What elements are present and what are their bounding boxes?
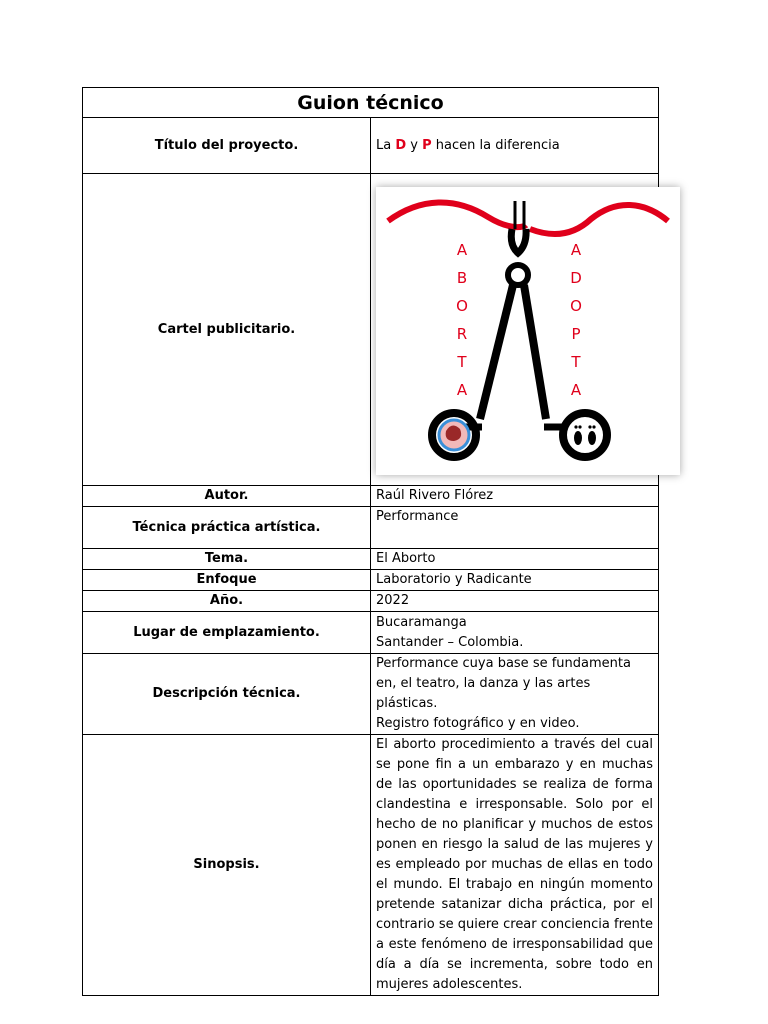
right-footprint-icon <box>588 431 596 445</box>
value-tema: El Aborto <box>371 549 659 570</box>
adopta-letter-5: T <box>571 352 581 371</box>
document-title: Guion técnico <box>83 88 659 118</box>
label-descripcion: Descripción técnica. <box>83 654 371 735</box>
adopta-letter-2: D <box>570 268 582 287</box>
label-lugar: Lugar de emplazamiento. <box>83 612 371 654</box>
forceps-illustration <box>376 187 680 475</box>
row-cartel <box>83 174 659 486</box>
value-descripcion <box>371 654 659 735</box>
label-tema: Tema. <box>83 549 371 570</box>
adopta-letter-6: A <box>570 380 582 399</box>
forceps-left-arm <box>480 285 513 419</box>
project-title-p: P <box>422 137 432 153</box>
project-title <box>371 118 659 174</box>
row-enfoque <box>83 570 659 591</box>
value-enfoque: Laboratorio y Radicante <box>371 570 659 591</box>
label-enfoque: Enfoque <box>83 570 371 591</box>
row-tema <box>83 549 659 570</box>
adopta-letter-1: A <box>570 240 582 259</box>
value-anio: 2022 <box>371 591 659 612</box>
aborta-letter-5: T <box>457 352 467 371</box>
project-title-part3: hacen la diferencia <box>431 137 560 153</box>
right-handle-ring <box>563 413 607 457</box>
forceps-jaw <box>511 229 526 253</box>
row-tecnica <box>83 507 659 549</box>
lugar-line-1: Bucaramanga <box>376 614 467 630</box>
row-anio <box>83 591 659 612</box>
label-anio: Año. <box>83 591 371 612</box>
label-autor: Autor. <box>83 486 371 507</box>
aborta-letter-4: R <box>456 324 468 343</box>
row-titulo <box>83 118 659 174</box>
label-tecnica: Técnica práctica artística. <box>83 507 371 549</box>
forceps-pivot <box>508 265 528 285</box>
value-sinopsis: El aborto procedimiento a través del cual se pone fin a un embarazo y en muchas de las oportunidades se realiza de forma clandestina e irresponsable. Solo por el hecho de no planificar y muchos de estos ponen en riesgo la salud de las mujeres y es empleado por muchas de ellas en todo el mundo. El trabajo en ningún momento pretende satanizar dicha práctica, por el contrario se quiere crear conciencia frente a este fenómeno de irresponsabilidad que día a día se incrementa, sobre todo en mujeres adolescentes. <box>371 735 659 996</box>
aborta-letter-2: B <box>456 268 468 287</box>
row-descripcion <box>83 654 659 735</box>
aborta-letter-3: O <box>456 296 468 315</box>
label-sinopsis: Sinopsis. <box>83 735 371 996</box>
value-autor: Raúl Rivero Flórez <box>371 486 659 507</box>
project-title-part2: y <box>406 137 423 153</box>
project-title-part1: La <box>376 137 396 153</box>
header-row <box>83 88 659 118</box>
aborta-letter-6: A <box>456 380 468 399</box>
lugar-line-2: Santander – Colombia. <box>376 634 524 650</box>
aborta-letter-1: A <box>456 240 468 259</box>
label-titulo: Título del proyecto. <box>83 118 371 174</box>
row-autor <box>83 486 659 507</box>
right-red-wave <box>530 204 668 233</box>
adopta-letter-4: P <box>571 324 581 343</box>
value-lugar <box>371 612 659 654</box>
descripcion-line-2: Registro fotográfico y en video. <box>376 716 580 731</box>
value-tecnica: Performance <box>371 507 659 549</box>
left-red-wave <box>388 202 526 227</box>
label-cartel: Cartel publicitario. <box>83 174 371 486</box>
row-lugar <box>83 612 659 654</box>
forceps-right-arm <box>524 285 546 419</box>
project-title-d: D <box>395 137 407 153</box>
row-sinopsis <box>83 735 659 996</box>
poster-cell <box>371 174 659 486</box>
poster-image <box>376 187 680 475</box>
technical-script-table <box>82 87 659 996</box>
descripcion-line-1: Performance cuya base se fundamenta en, el teatro, la danza y las artes plásticas. <box>376 656 631 711</box>
adopta-letter-3: O <box>570 296 582 315</box>
left-footprint-icon <box>574 431 582 445</box>
